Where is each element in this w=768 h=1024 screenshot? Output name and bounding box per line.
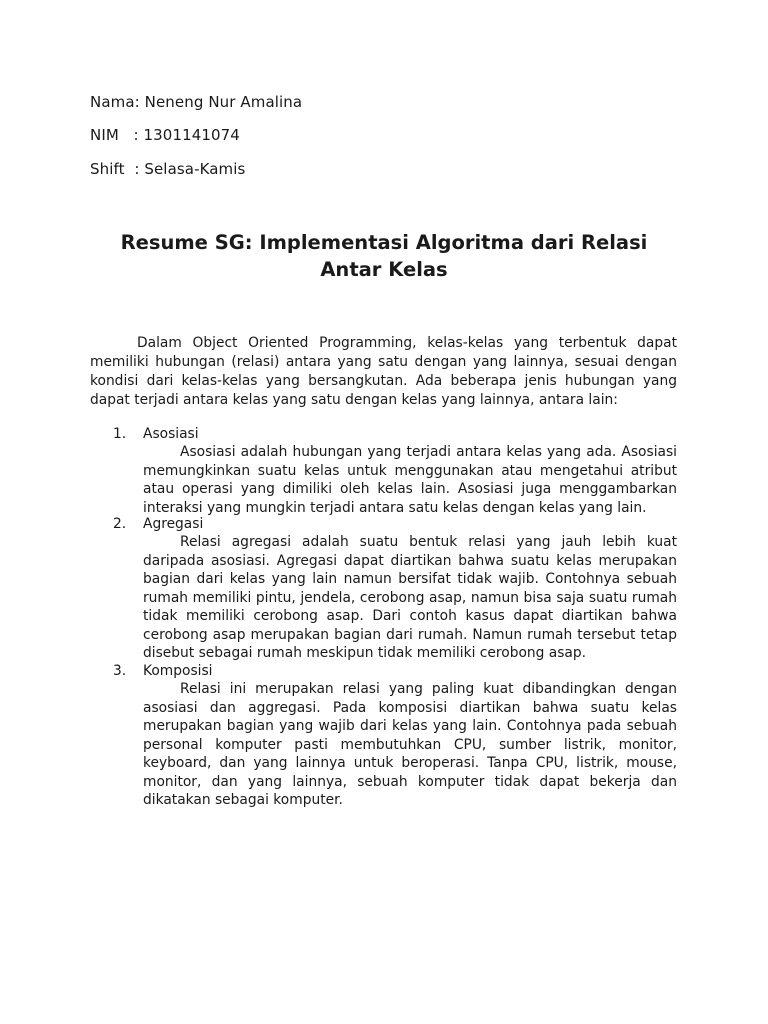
student-nim: NIM : 1301141074: [90, 126, 240, 144]
list-item-body: Asosiasi adalah hubungan yang terjadi antara kelas yang ada. Asosiasi memungkinkan suatu kelas untuk menggunakan atau mengetahui atribut atau operasi yang dimiliki oleh kelas lain. Asosiasi juga menggambarkan interaksi yang mungkin terjadi antara satu kelas dengan kelas yang lain.: [143, 444, 677, 516]
list-item-title: Agregasi: [143, 516, 204, 532]
student-name: Nama: Neneng Nur Amalina: [90, 93, 303, 111]
student-shift: Shift : Selasa-Kamis: [90, 160, 246, 178]
intro-paragraph: Dalam Object Oriented Programming, kelas-kelas yang terbentuk dapat memiliki hubungan (relasi) antara yang satu dengan yang lainnya, sesuai dengan kondisi dari kelas-kelas yang bersangkutan. Ada beberapa jenis hubungan yang dapat terjadi antara kelas yang satu dengan kelas yang lainnya, antara lain:: [90, 335, 677, 408]
list-number: 2.: [113, 516, 127, 532]
list-item-title: Komposisi: [143, 663, 213, 679]
list-item-body: Relasi ini merupakan relasi yang paling kuat dibandingkan dengan asosiasi dan aggregasi. Pada komposisi diartikan bahwa suatu kelas merupakan bagian yang wajib dari kelas yang lain. Contohnya pada sebuah personal komputer pasti membutuhkan CPU, sumber listrik, monitor, keyboard, dan yang lainnya untuk beroperasi. Tanpa CPU, listrik, mouse, monitor, dan yang lainnya, sebuah komputer tidak dapat bekerja dan dikatakan sebagai komputer.: [143, 681, 677, 808]
list-number: 1.: [113, 426, 127, 442]
list-item-body: Relasi agregasi adalah suatu bentuk relasi yang jauh lebih kuat daripada asosiasi. Agregasi dapat diartikan bahwa suatu kelas merupakan bagian dari kelas yang lain namun bersifat tidak wajib. Contohnya sebuah rumah memiliki pintu, jendela, cerobong asap, namun bisa saja suatu rumah tidak memiliki cerobong asap. Dari contoh kasus dapat diartikan bahwa cerobong asap merupakan bagian dari rumah. Namun rumah tersebut tetap disebut sebagai rumah meskipun tidak memiliki cerobong asap.: [143, 534, 677, 661]
document-title: Resume SG: Implementasi Algoritma dari Relasi Antar Kelas: [120, 231, 648, 281]
list-item-title: Asosiasi: [143, 426, 199, 442]
list-number: 3.: [113, 663, 127, 679]
